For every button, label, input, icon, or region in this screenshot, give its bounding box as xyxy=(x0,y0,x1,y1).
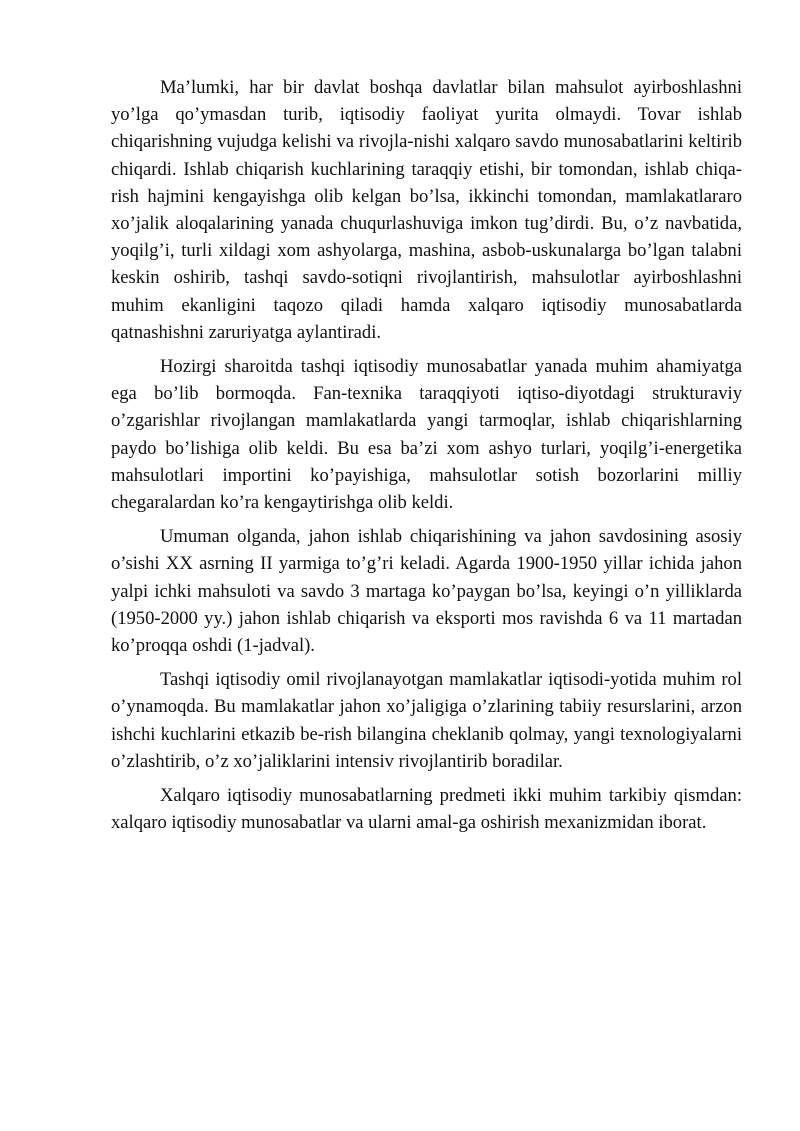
paragraph-1: Ma’lumki, har bir davlat boshqa davlatlar bilan mahsulot ayirboshlashni yo’lga qo’ymasdan turib, iqtisodiy faoliyat yurita olmaydi. Tovar ishlab chiqarishning vujudga kelishi va rivojla-nishi xalqaro savdo munosabatlarini keltirib chiqardi. Ishlab chiqarish kuchlarining taraqqiy etishi, bir tomondan, ishlab chiqa-rish hajmini kengayishga olib kelgan bo’lsa, ikkinchi tomondan, mamlakatlararo xo’jalik aloqalarining yanada chuqurlashuviga imkon tug’dirdi. Bu, o’z navbatida, yoqilg’i, turli xildagi xom ashyolarga, mashina, asbob-uskunalarga bo’lgan talabni keskin oshirib, tashqi savdo-sotiqni rivojlantirish, mahsulotlar ayirboshlashni muhim ekanligini taqozo qiladi hamda xalqaro iqtisodiy munosabatlarda qatnashishni zaruriyatga aylantiradi. xyxy=(111,77,742,343)
paragraph-3: Umuman olganda, jahon ishlab chiqarishining va jahon savdosining asosiy o’sishi XX asrning II yarmiga to’g’ri keladi. Agarda 1900-1950 yillar ichida jahon yalpi ichki mahsuloti va savdo 3 martaga ko’paygan bo’lsa, keyingi o’n yilliklarda (1950-2000 yy.) jahon ishlab chiqarish va eksporti mos ravishda 6 va 11 martadan ko’proqqa oshdi (1-jadval). xyxy=(111,526,742,657)
document-page xyxy=(111,74,742,843)
paragraph-4: Tashqi iqtisodiy omil rivojlanayotgan mamlakatlar iqtisodi-yotida muhim rol o’ynamoqda. Bu mamlakatlar jahon xo’jaligiga o’zlarining tabiiy resurslarini, arzon ishchi kuchlarini etkazib be-rish bilangina cheklanib qolmay, yangi texnologiyalarni o’zlashtirib, o’z xo’jaliklarini intensiv rivojlantirib boradilar. xyxy=(111,669,742,772)
paragraph-2: Hozirgi sharoitda tashqi iqtisodiy munosabatlar yanada muhim ahamiyatga ega bo’lib bormoqda. Fan-texnika taraqqiyoti iqtiso-diyotdagi strukturaviy o’zgarishlar rivojlangan mamlakatlarda yangi tarmoqlar, ishlab chiqarishlarning paydo bo’lishiga olib keldi. Bu esa ba’zi xom ashyo turlari, yoqilg’i-energetika mahsulotlari importini ko’payishiga, mahsulotlar sotish bozorlarini milliy chegaralardan ko’ra kengaytirishga olib keldi. xyxy=(111,356,742,514)
paragraph-5: Xalqaro iqtisodiy munosabatlarning predmeti ikki muhim tarkibiy qismdan: xalqaro iqtisodiy munosabatlar va ularni amal-ga oshirish mexanizmidan iborat. xyxy=(111,785,742,834)
